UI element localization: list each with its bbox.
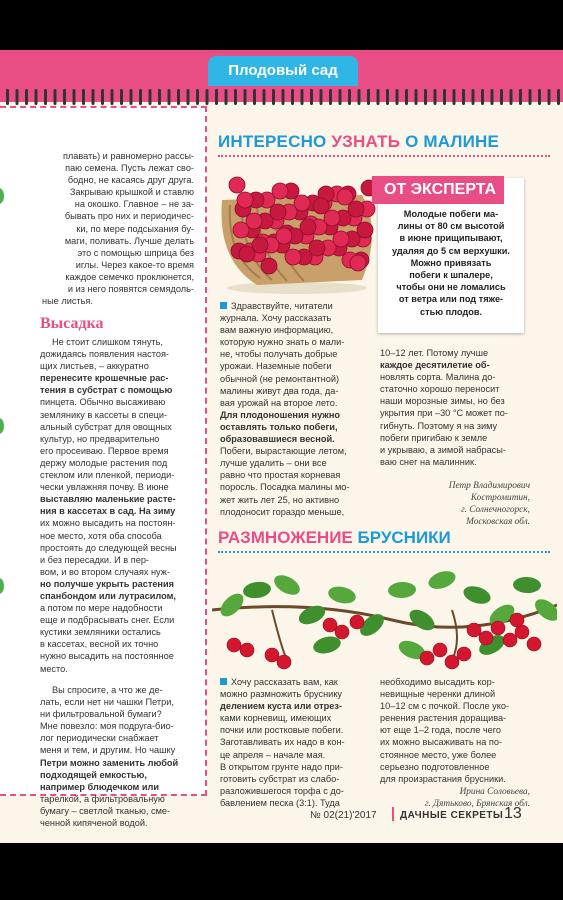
spiral-ring (25, 89, 28, 105)
bullet-icon (220, 302, 227, 309)
spiral-ring (462, 89, 465, 105)
spiral-ring (234, 89, 237, 105)
magazine-name: ДАЧНЫЕ СЕКРЕТЫ (400, 810, 504, 821)
spiral-ring (177, 89, 180, 105)
article1-column-1: Здравствуйте, читатели журнала. Хочу рассказать вам важную информацию, которую нужно знать о мали- не, чтобы получать добрые урожаи. Наземные побеги обычной (не ремонтантной) малины живут два года, да- вая урожай на второе лето. Для плодоношения нужно оставлять только побеги, образовавшиеся весной. Побеги, вырастающие летом, лучше удалить – они все равно что простая корневая поросль. Посадка малины мо- жет жить лет 25, но активно плодоносит гораздо меньше, (220, 301, 350, 517)
spiral-ring (120, 89, 123, 105)
spiral-ring (472, 89, 475, 105)
spiral-ring (500, 89, 503, 105)
spiral-ring (139, 89, 142, 105)
title-part: О МАЛИНЕ (400, 132, 500, 151)
leaf (388, 581, 417, 598)
spiral-ring (424, 89, 427, 105)
lingonberry (265, 648, 279, 662)
spiral-ring (434, 89, 437, 105)
spiral-ring (415, 89, 418, 105)
left-paragraph-3: Вы спросите, а что же де- лать, если нет ни чашки Петри, ни фильтровальной бумаги? Мне повезло: моя подруга-био- лог периодически снабжает меня и тем, и другим. Но чашку Петри можно заменить любой подходящей емкостью, например блюдечком или тарелкой, а фильтровальную бумагу – светлой тканью, сме- ченной кипяченой водой. (40, 685, 179, 829)
magazine-page (0, 50, 563, 843)
lingonberry-branch-image (212, 550, 557, 670)
spiral-ring (282, 89, 285, 105)
spiral-ring (168, 89, 171, 105)
section-tab: Плодовый сад (208, 56, 358, 86)
raspberry (350, 255, 366, 271)
spiral-binding (0, 88, 563, 106)
spiral-ring (443, 89, 446, 105)
title-part-highlight: БРУСНИКИ (357, 528, 451, 547)
raspberry (337, 189, 353, 205)
leaf (406, 606, 438, 635)
article-title-lingonberry (218, 528, 451, 548)
raspberry (252, 237, 268, 253)
left-paragraph-2: Не стоит слишком тянуть, дожидаясь появления настоя- щих листьев, – аккуратно перенесите крошечные рас- тения в субстрат с помощью пинцета. Обычно высаживаю землянику в кассеты в специ- альный субстрат для овощных культур, но предварительно его просеиваю. Первое время держу молодые растения под стеклом или пленкой, периоди- чески увлажняя почву. В июне выставляю маленькие расте- ния в кассетах в сад. На зиму их можно высадить на постоян- ное место, хотя оба способа простоять до следующей весны и без пересадки. И в пер- вом, и во втором случаях нуж- но получше укрыть растения спанбондом или лутрасилом, а потом по мере надобности еще и подбрасывать снег. Если кустики земляники остались в кассетах, весной их точно нужно высадить на постоянное место. (40, 337, 177, 674)
spiral-ring (73, 89, 76, 105)
spiral-ring (111, 89, 114, 105)
spiral-ring (310, 89, 313, 105)
spiral-ring (386, 89, 389, 105)
article2-column-1: Хочу рассказать вам, как можно размножить бруснику делением куста или отрез- ками корневищ, имеющих почки или ростковые побеги. Заготавливать их надо в кон- це апреля – начале мая. В открытом грунте надо при- готовить субстрат из слабо- разложившегося торфа с до- бавлением песка (3:1). Туда (220, 677, 345, 808)
spiral-ring (510, 89, 513, 105)
spiral-ring (367, 89, 370, 105)
leaf (327, 584, 358, 606)
spiral-ring (63, 89, 66, 105)
raspberry (313, 198, 329, 214)
spiral-ring (529, 89, 532, 105)
spiral-ring (82, 89, 85, 105)
spiral-ring (225, 89, 228, 105)
title-underline (218, 153, 550, 157)
spiral-ring (396, 89, 399, 105)
spiral-ring (339, 89, 342, 105)
lingonberry (457, 647, 471, 661)
spiral-ring (481, 89, 484, 105)
leaf (531, 595, 557, 625)
title-part: РАЗМНОЖЕНИЕ (218, 528, 358, 547)
left-paragraph-1: плавать) и равномерно рассы- паю семена. Пусть лежат сво- бодно, не касаясь друг друга. Закрываю крышкой и ставлю на окошко. Главное – не за- бывать про них и периодичес- ки, по мере подсыхания бу- маги, поливать. Лучше делать это с помощью шприца без иглы. Через какое-то время каждое семечко проклюнется, и из него появятся семядоль- ные листья. (42, 151, 194, 307)
spiral-ring (519, 89, 522, 105)
raspberry (237, 192, 253, 208)
spiral-ring (101, 89, 104, 105)
spiral-ring (291, 89, 294, 105)
spiral-ring (92, 89, 95, 105)
lingonberry (240, 643, 254, 657)
footer-divider (392, 807, 394, 821)
leaf-edge-icon (0, 418, 4, 434)
leaf (513, 577, 542, 594)
article1-signature: Петр Владимирович Костромитин, г. Солнечногорск, Московская обл. (448, 481, 530, 527)
lingonberry (433, 643, 447, 657)
spiral-ring (187, 89, 190, 105)
spiral-ring (35, 89, 38, 105)
lingonberry (503, 633, 517, 647)
page-footer (300, 804, 555, 826)
lingonberry (227, 638, 241, 652)
page-number: 13 (504, 805, 522, 822)
spiral-ring (548, 89, 551, 105)
lingonberry (420, 651, 434, 665)
spiral-ring (405, 89, 408, 105)
expert-heading: ОТ ЭКСПЕРТА (372, 176, 504, 204)
spiral-ring (206, 89, 209, 105)
spiral-ring (253, 89, 256, 105)
leaf (461, 583, 493, 607)
article-title-raspberry (218, 132, 499, 152)
title-part-highlight: УЗНАТЬ (331, 132, 401, 151)
spiral-ring (158, 89, 161, 105)
lingonberry (277, 655, 291, 669)
raspberry (229, 177, 245, 193)
lingonberry (527, 637, 541, 651)
spiral-ring (377, 89, 380, 105)
spiral-ring (130, 89, 133, 105)
spiral-ring (320, 89, 323, 105)
spiral-ring (329, 89, 332, 105)
article2-signature: Ирина Соловьева, г. Дятьково, Брянская обл. (424, 787, 530, 809)
spiral-ring (491, 89, 494, 105)
leaf-edge-icon (0, 188, 4, 204)
spiral-ring (348, 89, 351, 105)
spiral-ring (215, 89, 218, 105)
article2-column-2: необходимо высадить кор- невищные черенки длиной 10–12 см с почкой. После уко- ренения растения доращива- ют еще 1–2 года, после чего их можно высаживать на по- стоянное место, уже более серьезно подготовленное для произрастания брусники. (380, 677, 510, 784)
title-part: ИНТЕРЕСНО (218, 132, 332, 151)
lingonberry (491, 621, 505, 635)
section-heading-planting: Высадка (40, 315, 104, 332)
raspberry (272, 183, 288, 199)
bullet-icon (220, 678, 227, 685)
leaf (271, 571, 303, 599)
raspberry (300, 219, 316, 235)
spiral-ring (16, 89, 19, 105)
issue-number: № 02(21)'2017 (310, 810, 377, 821)
spiral-ring (358, 89, 361, 105)
spiral-ring (196, 89, 199, 105)
expert-text: Молодые побеги ма- лины от 80 см высотой в июне прищипывают, удаляя до 5 см верхушки. Можно привязать побеги к шпалере, чтобы они не ломались от ветра или под тяже- стью плодов. (392, 209, 510, 317)
left-column (0, 106, 207, 829)
spiral-ring (453, 89, 456, 105)
spiral-ring (149, 89, 152, 105)
leaf (216, 589, 247, 620)
lingonberry (510, 613, 524, 627)
lingonberry (467, 623, 481, 637)
leaf-edge-icon (0, 578, 4, 594)
lingonberry (323, 618, 337, 632)
spiral-ring (54, 89, 57, 105)
spiral-ring (301, 89, 304, 105)
spiral-ring (263, 89, 266, 105)
spiral-ring (557, 89, 560, 105)
lingonberry (445, 655, 459, 669)
lingonberry (350, 615, 364, 629)
lingonberry (335, 625, 349, 639)
spiral-ring (244, 89, 247, 105)
article1-column-2: 10–12 лет. Потому лучше каждое десятилетие об- новлять сорта. Малина до- статочно хорошо переносит наши морозные зимы, но без укрытия при –30 °С может по- гибнуть. Поэтому я на зиму побеги пригибаю к земле и укрываю, а зимой набрасы- ваю снег на малинник. (380, 348, 508, 467)
leaf (426, 568, 458, 592)
leaf (242, 580, 272, 600)
lingonberry (479, 631, 493, 645)
spiral-ring (272, 89, 275, 105)
raspberry (276, 228, 292, 244)
spiral-ring (6, 89, 9, 105)
spiral-ring (538, 89, 541, 105)
spiral-ring (44, 89, 47, 105)
raspberry-basket-image (212, 160, 382, 295)
